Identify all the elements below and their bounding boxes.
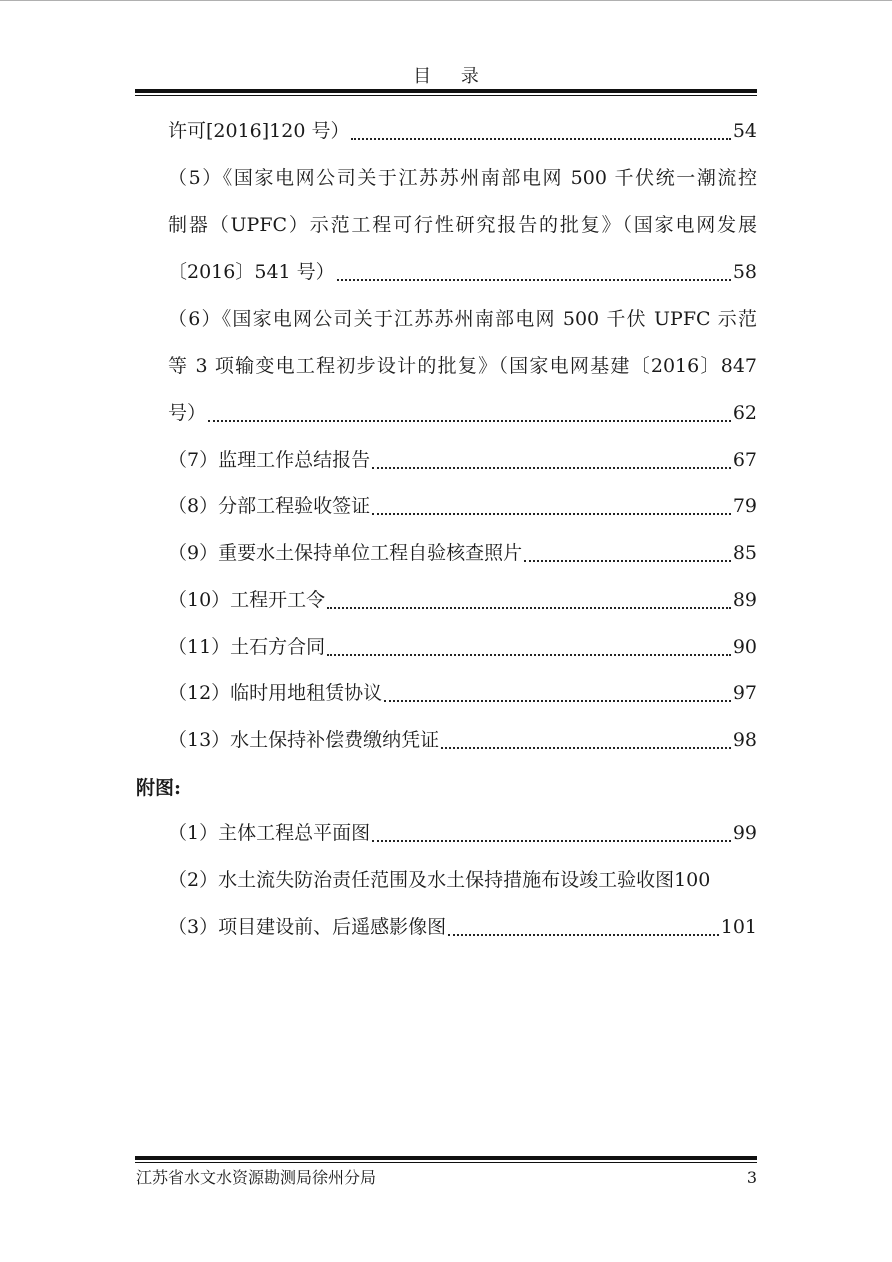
toc-entry-title: 号） xyxy=(168,402,207,424)
toc-entry-page: 90 xyxy=(732,636,757,658)
toc-entry-title: 制器（UPFC）示范工程可行性研究报告的批复》（国家电网发展 xyxy=(168,214,757,236)
toc-entry[interactable] xyxy=(168,818,757,848)
toc-entry-page: 101 xyxy=(720,916,757,938)
toc-entry-line xyxy=(168,304,757,334)
toc-entry[interactable] xyxy=(168,538,757,568)
footer-page-number: 3 xyxy=(746,1168,757,1187)
toc-entry-title: 许可[2016]120 号） xyxy=(168,120,350,142)
toc-leader-dots xyxy=(327,607,731,609)
toc-entry-page: 89 xyxy=(732,589,757,611)
header-rule-thin xyxy=(135,95,757,96)
toc-entry-line xyxy=(168,210,757,240)
toc-entry-page: 100 xyxy=(674,869,711,891)
toc-entry-title: 等 3 项输变电工程初步设计的批复》（国家电网基建〔2016〕847 xyxy=(168,355,757,377)
toc-entry-title: （10）工程开工令 xyxy=(168,589,326,611)
footer-rule-thick xyxy=(135,1156,757,1160)
footer-organization: 江苏省水文水资源勘测局徐州分局 xyxy=(136,1168,377,1187)
toc-entry-page: 85 xyxy=(732,542,757,564)
toc-entry-page: 54 xyxy=(732,120,757,142)
toc-entry[interactable] xyxy=(168,632,757,662)
toc-entry-title: （3）项目建设前、后遥感影像图 xyxy=(168,916,447,938)
toc-entry-title: 〔2016〕541 号） xyxy=(168,261,335,283)
toc-leader-dots xyxy=(524,560,731,562)
toc-entry-title: （12）临时用地租赁协议 xyxy=(168,682,383,704)
toc-entry-page: 67 xyxy=(732,449,757,471)
toc-entry[interactable] xyxy=(168,725,757,755)
toc-leader-dots xyxy=(327,654,731,656)
toc-entry-title: （5）《国家电网公司关于江苏苏州南部电网 500 千伏统一潮流控 xyxy=(168,167,757,189)
toc-leader-dots xyxy=(384,700,731,702)
toc-entry[interactable] xyxy=(168,257,757,287)
toc-entry-title: （11）土石方合同 xyxy=(168,636,326,658)
toc-entry-page: 99 xyxy=(732,822,757,844)
toc-entry-title: （6）《国家电网公司关于江苏苏州南部电网 500 千伏 UPFC 示范 xyxy=(168,308,757,330)
toc-entry[interactable] xyxy=(168,865,757,895)
page-header-title: 目 录 xyxy=(413,66,491,87)
footer-rule-thin xyxy=(135,1162,757,1163)
toc-entry-line xyxy=(168,163,757,193)
toc-entry-title: （7）监理工作总结报告 xyxy=(168,449,371,471)
toc-leader-dots xyxy=(372,513,731,515)
toc-entry-title: （8）分部工程验收签证 xyxy=(168,495,371,517)
appendix-heading: 附图: xyxy=(136,777,182,799)
toc-entry-title: （9）重要水土保持单位工程自验核查照片 xyxy=(168,542,523,564)
header-rule-thick xyxy=(135,89,757,93)
toc-entry[interactable] xyxy=(168,116,757,146)
toc-entry[interactable] xyxy=(168,398,757,428)
toc-entry-title: （2）水土流失防治责任范围及水土保持措施布设竣工验收图 xyxy=(168,869,675,891)
page-top-border xyxy=(0,0,892,1)
toc-leader-dots xyxy=(372,840,731,842)
toc-entry[interactable] xyxy=(168,585,757,615)
toc-entry-page: 62 xyxy=(732,402,757,424)
toc-entry-page: 79 xyxy=(732,495,757,517)
toc-entry[interactable] xyxy=(168,491,757,521)
toc-entry-page: 58 xyxy=(732,261,757,283)
toc-entry[interactable] xyxy=(168,678,757,708)
toc-leader-dots xyxy=(372,467,731,469)
toc-entry[interactable] xyxy=(168,445,757,475)
toc-entry-title: （13）水土保持补偿费缴纳凭证 xyxy=(168,729,440,751)
toc-entry-line xyxy=(168,351,757,381)
toc-leader-dots xyxy=(208,420,731,422)
toc-entry-page: 98 xyxy=(732,729,757,751)
toc-leader-dots xyxy=(337,279,731,281)
toc-leader-dots xyxy=(351,138,730,140)
toc-leader-dots xyxy=(448,934,719,936)
toc-leader-dots xyxy=(441,747,731,749)
toc-entry-title: （1）主体工程总平面图 xyxy=(168,822,371,844)
toc-entry[interactable] xyxy=(168,912,757,942)
toc-entry-page: 97 xyxy=(732,682,757,704)
